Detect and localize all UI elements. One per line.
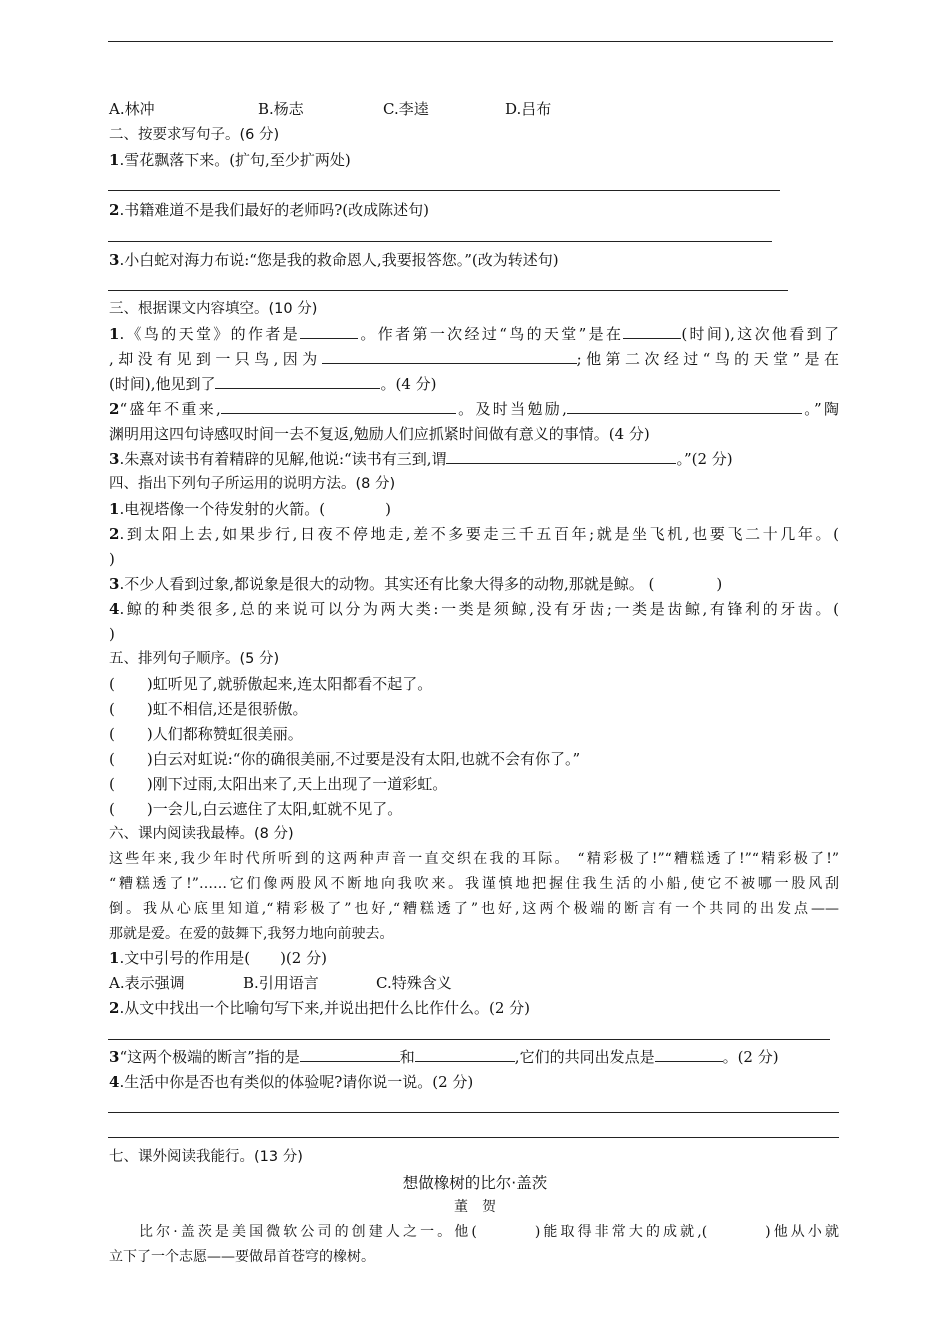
order-item	[109, 723, 303, 745]
fill-blank[interactable]	[215, 373, 380, 389]
option-c: C.李逵	[383, 100, 429, 118]
section-5-title: 五、排列句子顺序。(5 分)	[109, 651, 280, 667]
article-para-1	[109, 1221, 839, 1243]
item-number: 4	[109, 600, 120, 618]
fill-blank[interactable]	[655, 1046, 723, 1062]
option-a: A.林冲	[109, 100, 155, 118]
sec4-item-4	[109, 598, 839, 620]
sec3-line-5: 渊明用这四句诗感叹时间一去不复返,勉励人们应抓紧时间做有意义的事情。(4 分)	[109, 425, 650, 443]
text: )一会儿,白云遮住了太阳,虹就不见了。	[146, 800, 403, 818]
fill-blank[interactable]	[221, 398, 456, 414]
fill-blank[interactable]	[415, 1046, 515, 1062]
section-4-title: 四、指出下列句子所运用的说明方法。(8 分)	[109, 476, 396, 492]
fill-blank[interactable]	[446, 448, 676, 464]
paren: (	[109, 725, 115, 743]
section-6-title: 六、课内阅读我最棒。(8 分)	[109, 826, 294, 842]
header-rule	[108, 41, 833, 42]
text: (时间),这次他看到了	[681, 325, 839, 343]
paren: (	[109, 675, 115, 693]
item-number: 3	[109, 575, 120, 593]
text: )能取得非常大的成就,(	[534, 1224, 708, 1240]
item-number: 2	[109, 999, 120, 1017]
text: .《鸟的天堂》的作者是	[119, 325, 301, 343]
text: “盛年不重来,	[119, 400, 221, 418]
text: )他从小就	[765, 1224, 839, 1240]
item-number: 2	[109, 400, 120, 418]
answer-line[interactable]	[108, 1137, 839, 1138]
choice-b: B.引用语言	[243, 974, 319, 992]
text: 和	[399, 1048, 415, 1066]
item-number: 3	[109, 251, 120, 269]
passage-line: 那就是爱。在爱的鼓舞下,我努力地向前驶去。	[109, 926, 394, 942]
article-title: 想做橡树的比尔·盖茨	[402, 1174, 548, 1192]
text: 。及时当勉励,	[455, 400, 567, 418]
fill-blank[interactable]	[567, 398, 802, 414]
text: 。作者第一次经过“鸟的天堂”是在	[358, 325, 624, 343]
text: 。”陶	[801, 400, 840, 418]
sec6-q1	[109, 947, 327, 969]
fill-blank[interactable]	[623, 323, 681, 339]
text: )人们都称赞虹很美丽。	[146, 725, 303, 743]
option-d: D.吕布	[505, 100, 552, 118]
sec4-item-2-close: )	[109, 550, 115, 568]
sec4-item-2	[109, 523, 839, 545]
paren: (	[109, 750, 115, 768]
order-item	[109, 698, 307, 720]
text: .鲸的种类很多,总的来说可以分为两大类:一类是须鲸,没有牙齿;一类是齿鲸,有锋利的牙齿。(	[119, 600, 839, 618]
item-text: .书籍难道不是我们最好的老师吗?(改成陈述句)	[119, 201, 429, 219]
item-number: 2	[109, 201, 120, 219]
text: .朱熹对读书有着精辟的见解,他说:“读书有三到,谓	[119, 450, 447, 468]
text: ,它们的共同出发点是	[514, 1048, 655, 1066]
sec4-item-3	[109, 573, 722, 595]
text: 。(4 分)	[380, 375, 437, 393]
text: .文中引号的作用是(	[119, 949, 251, 967]
choice-a: A.表示强调	[109, 974, 185, 992]
item-number: 4	[109, 1073, 120, 1091]
text: )	[385, 500, 391, 518]
sec2-item-1	[109, 149, 351, 171]
answer-line[interactable]	[108, 241, 772, 242]
text: )刚下过雨,太阳出来了,天上出现了一道彩虹。	[146, 775, 448, 793]
article-author: 董 贺	[454, 1199, 496, 1215]
section-3-title: 三、根据课文内容填空。(10 分)	[109, 301, 318, 317]
text: (时间),他见到了	[109, 375, 216, 393]
text: )白云对虹说:“你的确很美丽,不过要是没有太阳,也就不会有你了。”	[146, 750, 581, 768]
text: .电视塔像一个待发射的火箭。(	[119, 500, 326, 518]
sec4-item-4-close: )	[109, 625, 115, 643]
text: )虹不相信,还是很骄傲。	[146, 700, 308, 718]
item-number: 3	[109, 1048, 120, 1066]
answer-line[interactable]	[108, 1039, 830, 1040]
sec2-item-3	[109, 249, 559, 271]
section-7-title: 七、课外阅读我能行。(13 分)	[109, 1149, 303, 1165]
passage-line: 倒。我从心底里知道,“精彩极了”也好,“糟糕透了”也好,这两个极端的断言有一个共同的出发点——	[109, 901, 839, 917]
text: )(2 分)	[280, 949, 327, 967]
sec6-q4	[109, 1071, 473, 1093]
text: .到太阳上去,如果步行,日夜不停地走,差不多要走三千五百年;就是坐飞机,也要飞二十几年。(	[119, 525, 839, 543]
section-2-title: 二、按要求写句子。(6 分)	[109, 127, 280, 143]
text: .生活中你是否也有类似的体验呢?请你说一说。(2 分)	[119, 1073, 474, 1091]
item-number: 1	[109, 151, 120, 169]
option-b: B.杨志	[258, 100, 304, 118]
text: ;他第二次经过“鸟的天堂”是在	[576, 350, 839, 368]
item-number: 2	[109, 525, 120, 543]
fill-blank[interactable]	[300, 323, 358, 339]
sec6-q2	[109, 997, 530, 1019]
text: )虹听见了,就骄傲起来,连太阳都看不起了。	[146, 675, 433, 693]
sec4-item-1	[109, 498, 391, 520]
paren: (	[109, 700, 115, 718]
sec3-line-6	[109, 448, 733, 470]
text: 比尔·盖茨是美国微软公司的创建人之一。他(	[139, 1224, 477, 1240]
sec3-line-3	[109, 373, 437, 395]
text: .不少人看到过象,都说象是很大的动物。其实还有比象大得多的动物,那就是鲸。 (	[119, 575, 655, 593]
order-item	[109, 798, 402, 820]
answer-line[interactable]	[108, 290, 788, 291]
sec2-item-2	[109, 199, 429, 221]
choice-c: C.特殊含义	[376, 974, 452, 992]
item-number: 1	[109, 325, 120, 343]
text: ,却没有见到一只鸟,因为	[109, 350, 322, 368]
text: 。”(2 分)	[676, 450, 733, 468]
sec3-line-4	[109, 398, 839, 420]
sec3-line-2	[109, 348, 839, 370]
sec6-q3	[109, 1046, 779, 1068]
sec3-line-1	[109, 323, 839, 345]
order-item	[109, 673, 432, 695]
answer-line[interactable]	[108, 1112, 839, 1113]
item-number: 3	[109, 450, 120, 468]
item-text: .雪花飘落下来。(扩句,至少扩两处)	[119, 151, 351, 169]
text: “这两个极端的断言”指的是	[119, 1048, 300, 1066]
item-number: 1	[109, 500, 120, 518]
answer-line[interactable]	[108, 190, 780, 191]
paren: (	[109, 775, 115, 793]
item-text: .小白蛇对海力布说:“您是我的救命恩人,我要报答您。”(改为转述句)	[119, 251, 559, 269]
text: 。(2 分)	[722, 1048, 779, 1066]
passage-line: 这些年来,我少年时代所听到的这两种声音一直交织在我的耳际。 “精彩极了!”“糟糕透了!”“精彩极了!”	[109, 851, 839, 867]
passage-line: “糟糕透了!”……它们像两股风不断地向我吹来。我谨慎地把握住我生活的小船,使它不被哪一股风刮	[109, 876, 839, 892]
text: .从文中找出一个比喻句写下来,并说出把什么比作什么。(2 分)	[119, 999, 530, 1017]
fill-blank[interactable]	[322, 348, 577, 364]
fill-blank[interactable]	[300, 1046, 400, 1062]
order-item	[109, 748, 580, 770]
text: )	[716, 575, 723, 593]
order-item	[109, 773, 447, 795]
paren: (	[109, 800, 115, 818]
article-para-2: 立下了一个志愿——要做昂首苍穹的橡树。	[109, 1249, 375, 1265]
item-number: 1	[109, 949, 120, 967]
